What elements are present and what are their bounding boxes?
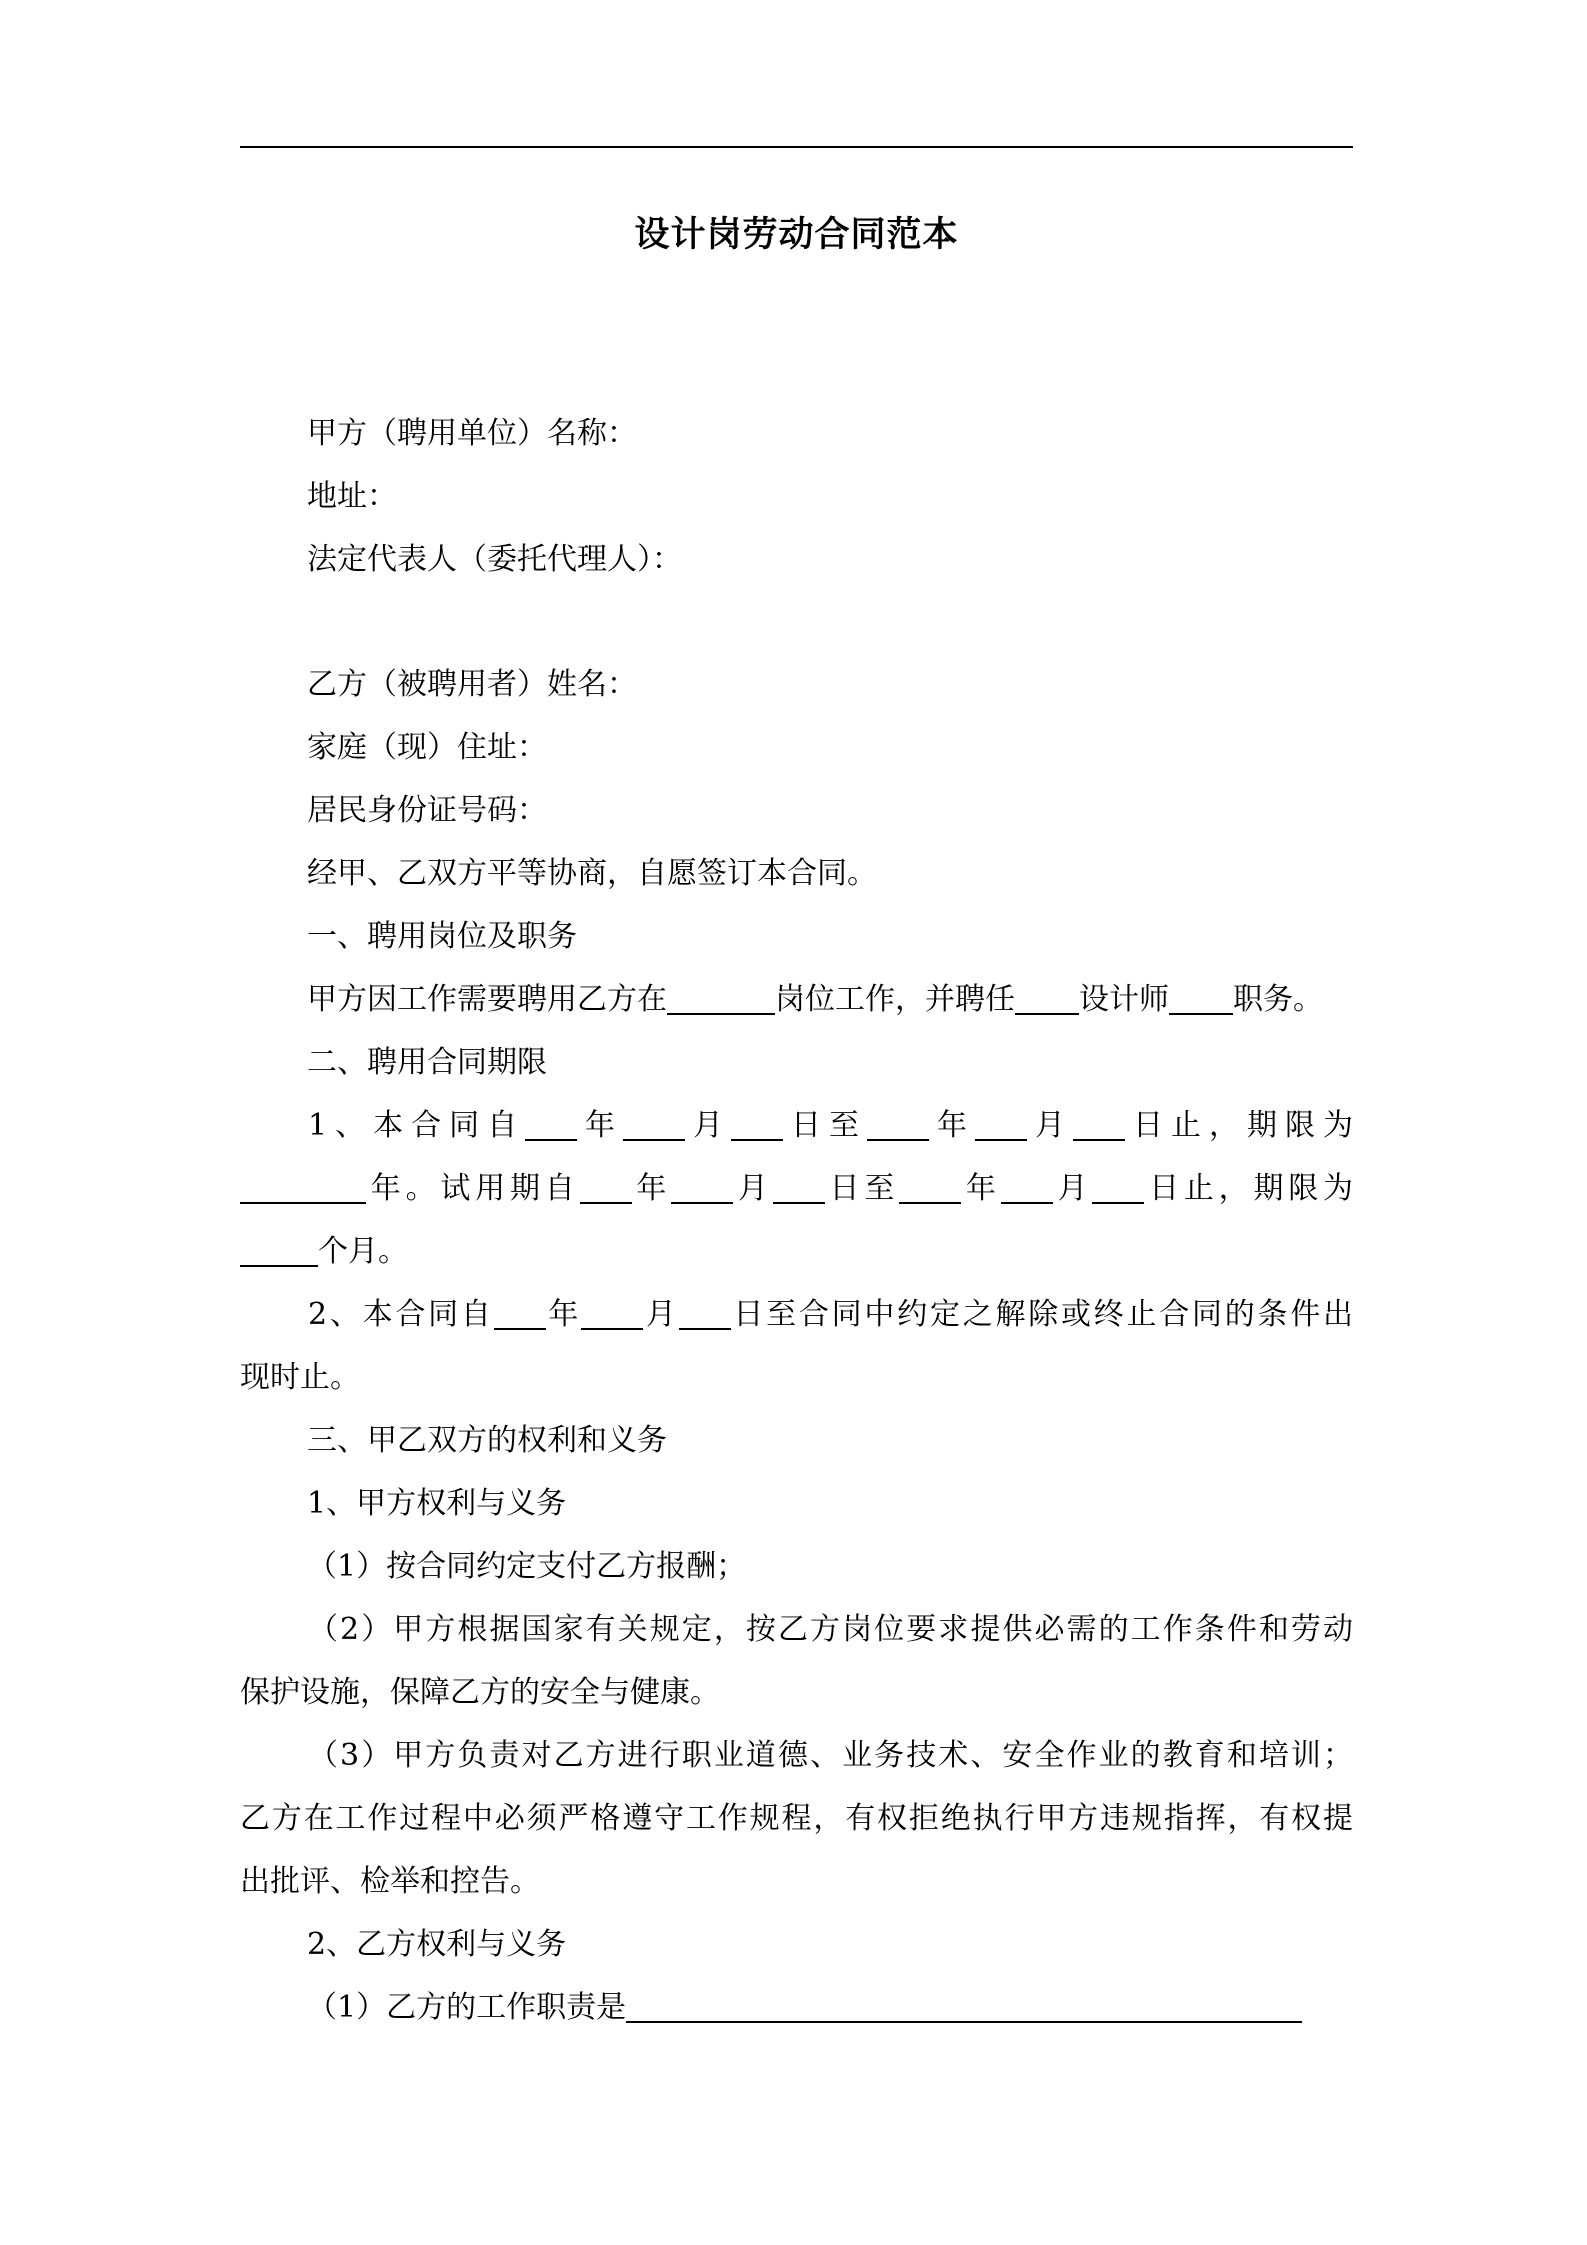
section2-item2-line2: 现时止。 <box>240 1360 360 1395</box>
position-blank <box>667 979 775 1015</box>
section2-heading: 二、聘用合同期限 <box>307 1045 547 1080</box>
section1-text-part2: 岗位工作，并聘任 <box>775 982 1015 1017</box>
section2-item2 <box>240 1283 1353 1409</box>
section2-item1-line1: 1、本合同自 年 月 日至 年 月 日止，期限为 <box>240 1094 1353 1157</box>
section3-sub1-item1: （1）按合同约定支付乙方报酬； <box>307 1549 747 1584</box>
section1-text-part3: 设计师 <box>1079 982 1169 1017</box>
party-a-address-label: 地址： <box>307 479 397 514</box>
header-rule <box>240 146 1353 148</box>
party-b-home-address-label: 家庭（现）住址： <box>307 730 547 765</box>
duties-blank <box>626 1987 1302 2023</box>
section3-sub2-item1: （1）乙方的工作职责是 <box>307 1976 1420 2039</box>
section3-heading: 三、甲乙双方的权利和义务 <box>307 1423 667 1458</box>
section1-heading: 一、聘用岗位及职务 <box>307 919 577 954</box>
section2-item1-line3: 个月。 <box>240 1220 1353 1283</box>
title-blank-2 <box>1169 979 1233 1015</box>
section2-item2-line1: 2、本合同自 年 月 日至合同中约定之解除或终止合同的条件出 <box>240 1283 1353 1346</box>
party-b-id-number-label: 居民身份证号码： <box>307 793 547 828</box>
section2-item1 <box>240 1094 1353 1283</box>
document-title: 设计岗劳动合同范本 <box>634 214 959 255</box>
title-blank-1 <box>1015 979 1079 1015</box>
section3-sub1-item2: （2）甲方根据国家有关规定，按乙方岗位要求提供必需的工作条件和劳动 保护设施，保障乙方的安全与健康。 <box>240 1612 1353 1710</box>
section3-sub1-item3: （3）甲方负责对乙方进行职业道德、业务技术、安全作业的教育和培训； 乙方在工作过程中必须严格遵守工作规程，有权拒绝执行甲方违规指挥，有权提 出批评、检举和控告。 <box>240 1738 1353 1899</box>
section3-sub1-heading: 1、甲方权利与义务 <box>307 1486 567 1521</box>
party-b-name-label: 乙方（被聘用者）姓名： <box>307 667 637 702</box>
party-a-name-label: 甲方（聘用单位）名称： <box>307 416 637 451</box>
party-a-legal-rep-label: 法定代表人（委托代理人）： <box>307 542 682 577</box>
preamble: 经甲、乙双方平等协商，自愿签订本合同。 <box>307 856 877 891</box>
section1-text-part4: 职务。 <box>1233 982 1323 1017</box>
section1-text-part1: 甲方因工作需要聘用乙方在 <box>307 982 667 1017</box>
section2-item1-line2: 年。试用期自 年 月 日至 年 月 日止，期限为 <box>240 1157 1353 1220</box>
section1-text <box>307 968 1420 1031</box>
section3-sub2-heading: 2、乙方权利与义务 <box>307 1927 567 1962</box>
